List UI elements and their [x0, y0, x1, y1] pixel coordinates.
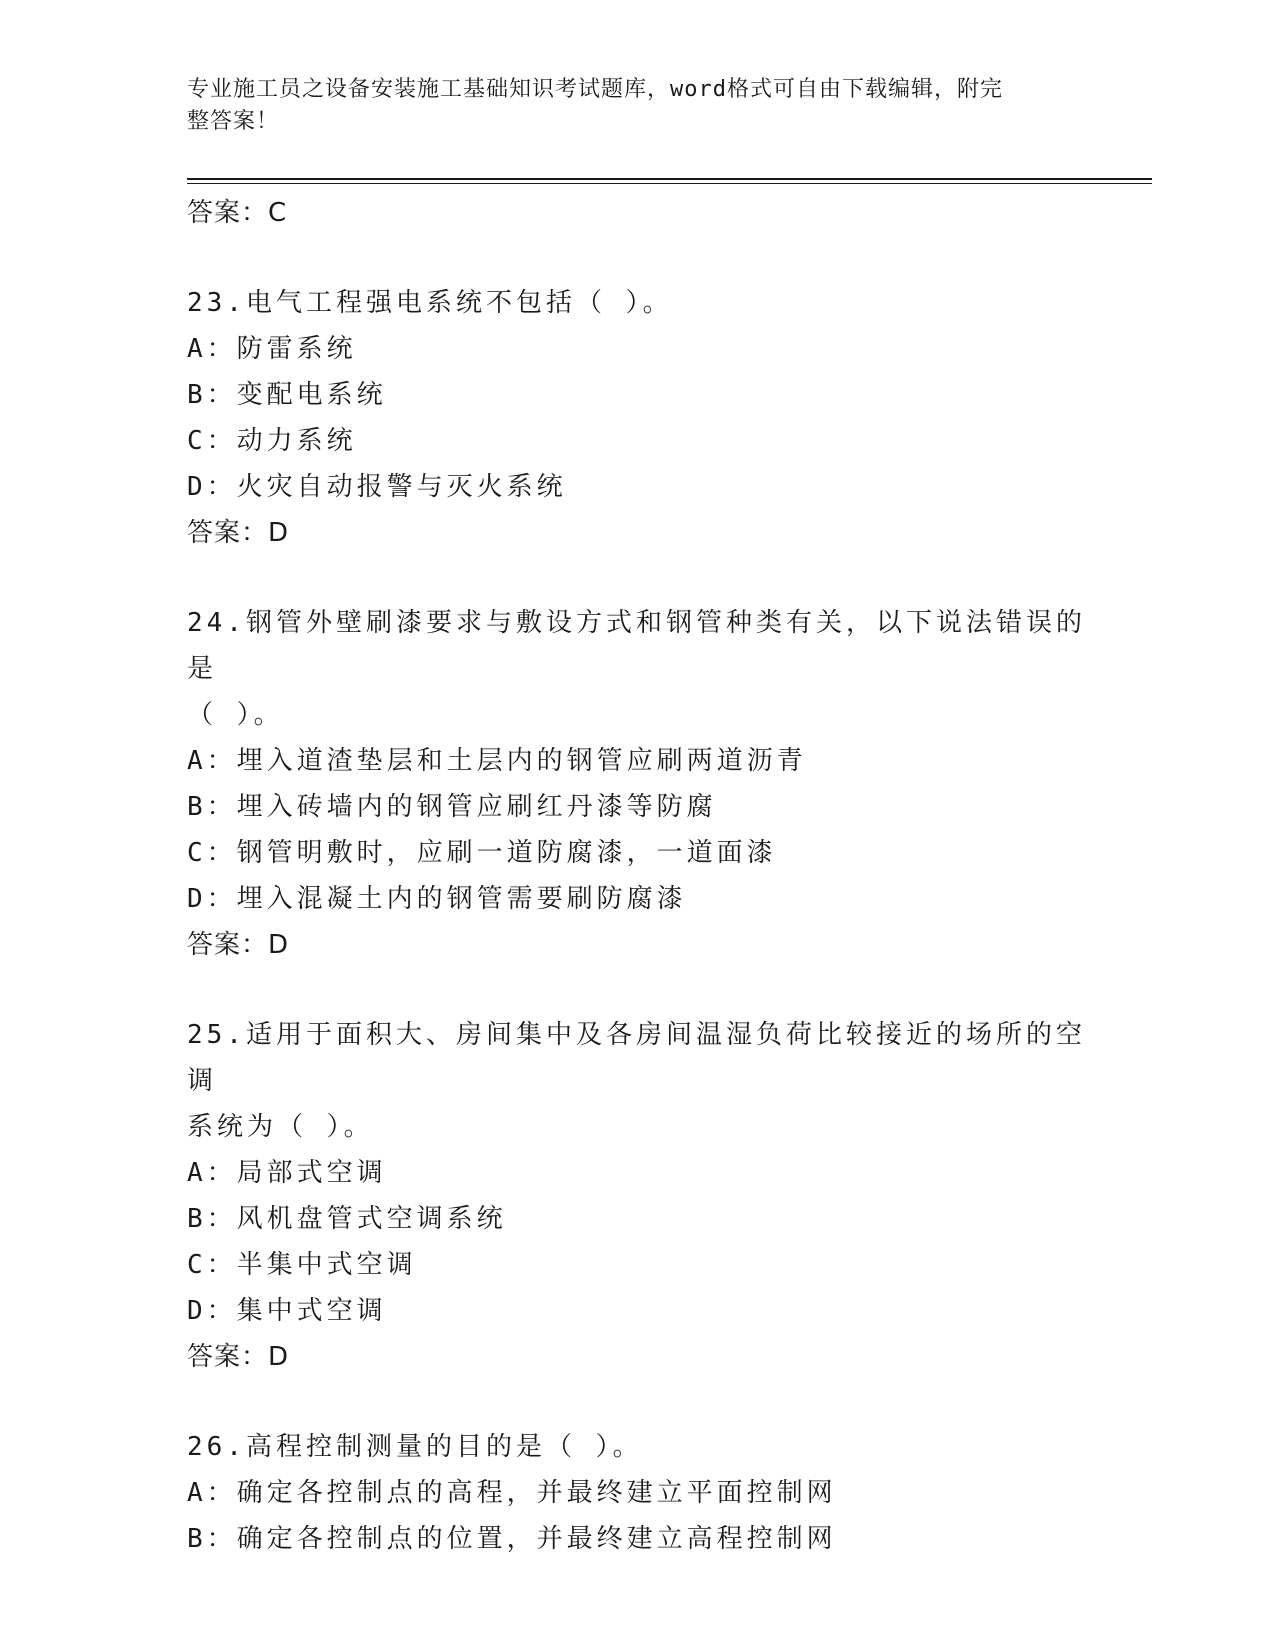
option-d: D：火灾自动报警与灭火系统 [187, 472, 567, 502]
question-block [187, 280, 1087, 556]
question-stem: 23.电气工程强电系统不包括（ ）。 [187, 288, 673, 318]
option-a: A：防雷系统 [187, 334, 357, 364]
option-a: A：埋入道渣垫层和土层内的钢管应刷两道沥青 [187, 746, 807, 776]
answer-line: 答案：D [187, 930, 290, 960]
answer-line: 答案：C [187, 198, 288, 228]
spacer [187, 556, 1087, 600]
option-b: B：埋入砖墙内的钢管应刷红丹漆等防腐 [187, 792, 717, 822]
option-d: D：集中式空调 [187, 1296, 387, 1326]
question-list [187, 190, 1087, 1562]
question-stem-continued: 系统为（ ）。 [187, 1112, 374, 1142]
option-a: A：确定各控制点的高程，并最终建立平面控制网 [187, 1478, 837, 1508]
answer-line: 答案：D [187, 518, 290, 548]
option-c: C：动力系统 [187, 426, 357, 456]
answer-line: 答案：D [187, 1342, 290, 1372]
option-a: A：局部式空调 [187, 1158, 387, 1188]
option-b: B：变配电系统 [187, 380, 387, 410]
header-divider-thin [187, 183, 1152, 184]
spacer [187, 968, 1087, 1012]
question-stem: 26.高程控制测量的目的是（ ）。 [187, 1432, 643, 1462]
header-line-1: 专业施工员之设备安装施工基础知识考试题库，word格式可自由下载编辑，附完 [187, 77, 1003, 102]
question-stem: 24.钢管外壁刷漆要求与敷设方式和钢管种类有关，以下说法错误的是 [187, 608, 1086, 684]
option-c: C：半集中式空调 [187, 1250, 417, 1280]
option-d: D：埋入混凝土内的钢管需要刷防腐漆 [187, 884, 687, 914]
option-b: B：风机盘管式空调系统 [187, 1204, 507, 1234]
spacer [187, 1380, 1087, 1424]
question-stem: 25.适用于面积大、房间集中及各房间温湿负荷比较接近的场所的空调 [187, 1020, 1086, 1096]
question-block [187, 1012, 1087, 1380]
option-b: B：确定各控制点的位置，并最终建立高程控制网 [187, 1524, 837, 1554]
question-stem-continued: （ ）。 [187, 700, 284, 730]
document-header [187, 74, 1087, 138]
question-block [187, 600, 1087, 968]
question-block [187, 1424, 1087, 1562]
spacer [187, 236, 1087, 280]
header-line-2: 整答案！ [187, 109, 280, 134]
header-divider-thick [187, 178, 1152, 180]
option-c: C：钢管明敷时，应刷一道防腐漆，一道面漆 [187, 838, 777, 868]
